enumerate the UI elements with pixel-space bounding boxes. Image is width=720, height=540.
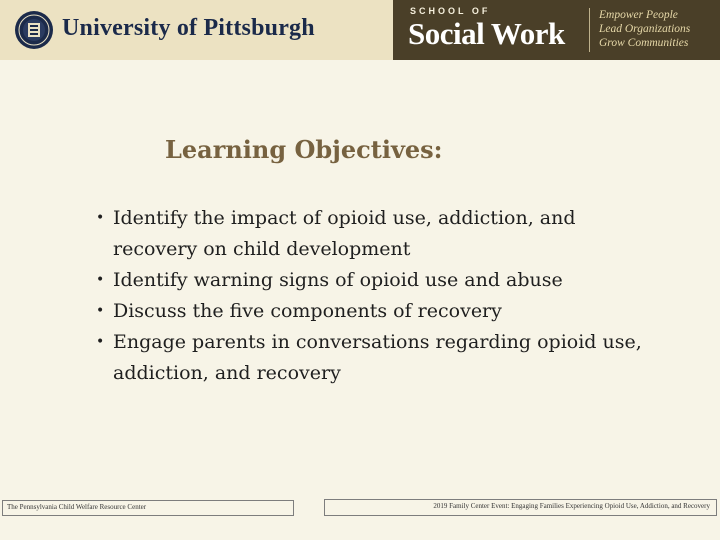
- university-name: University of Pittsburgh: [62, 15, 315, 41]
- tagline-line: Lead Organizations: [599, 23, 691, 35]
- tagline-line: Grow Communities: [599, 37, 689, 49]
- school-of-label: SCHOOL OF: [410, 6, 491, 16]
- bullet-icon: •: [96, 210, 105, 226]
- school-banner: [393, 0, 720, 60]
- objective-item: [92, 265, 652, 296]
- objective-text: Identify warning signs of opioid use and abuse: [113, 269, 563, 291]
- bullet-icon: •: [96, 334, 105, 350]
- objective-item: [92, 327, 652, 389]
- tagline-line: Empower People: [599, 9, 678, 21]
- bullet-icon: •: [96, 303, 105, 319]
- school-name: Social Work: [408, 16, 565, 51]
- objective-item: [92, 203, 652, 265]
- footer-right-box: [324, 499, 717, 516]
- bullet-icon: •: [96, 272, 105, 288]
- objective-item: [92, 296, 652, 327]
- school-tagline: [599, 8, 690, 50]
- banner-divider: [589, 8, 590, 52]
- footer-organization: The Pennsylvania Child Welfare Resource Center: [7, 503, 147, 511]
- footer-left-box: [2, 500, 294, 516]
- objective-text: Engage parents in conversations regarding opioid use, addiction, and recovery: [113, 331, 642, 384]
- objectives-list: [92, 203, 652, 389]
- university-seal-icon: [14, 10, 54, 50]
- slide-header: [0, 0, 720, 60]
- objective-text: Identify the impact of opioid use, addiction, and recovery on child development: [113, 207, 576, 260]
- footer-event: 2019 Family Center Event: Engaging Families Experiencing Opioid Use, Addiction, and Recovery: [433, 502, 710, 510]
- objective-text: Discuss the five components of recovery: [113, 300, 502, 322]
- university-banner: [0, 0, 393, 60]
- slide-title: Learning Objectives:: [165, 135, 443, 164]
